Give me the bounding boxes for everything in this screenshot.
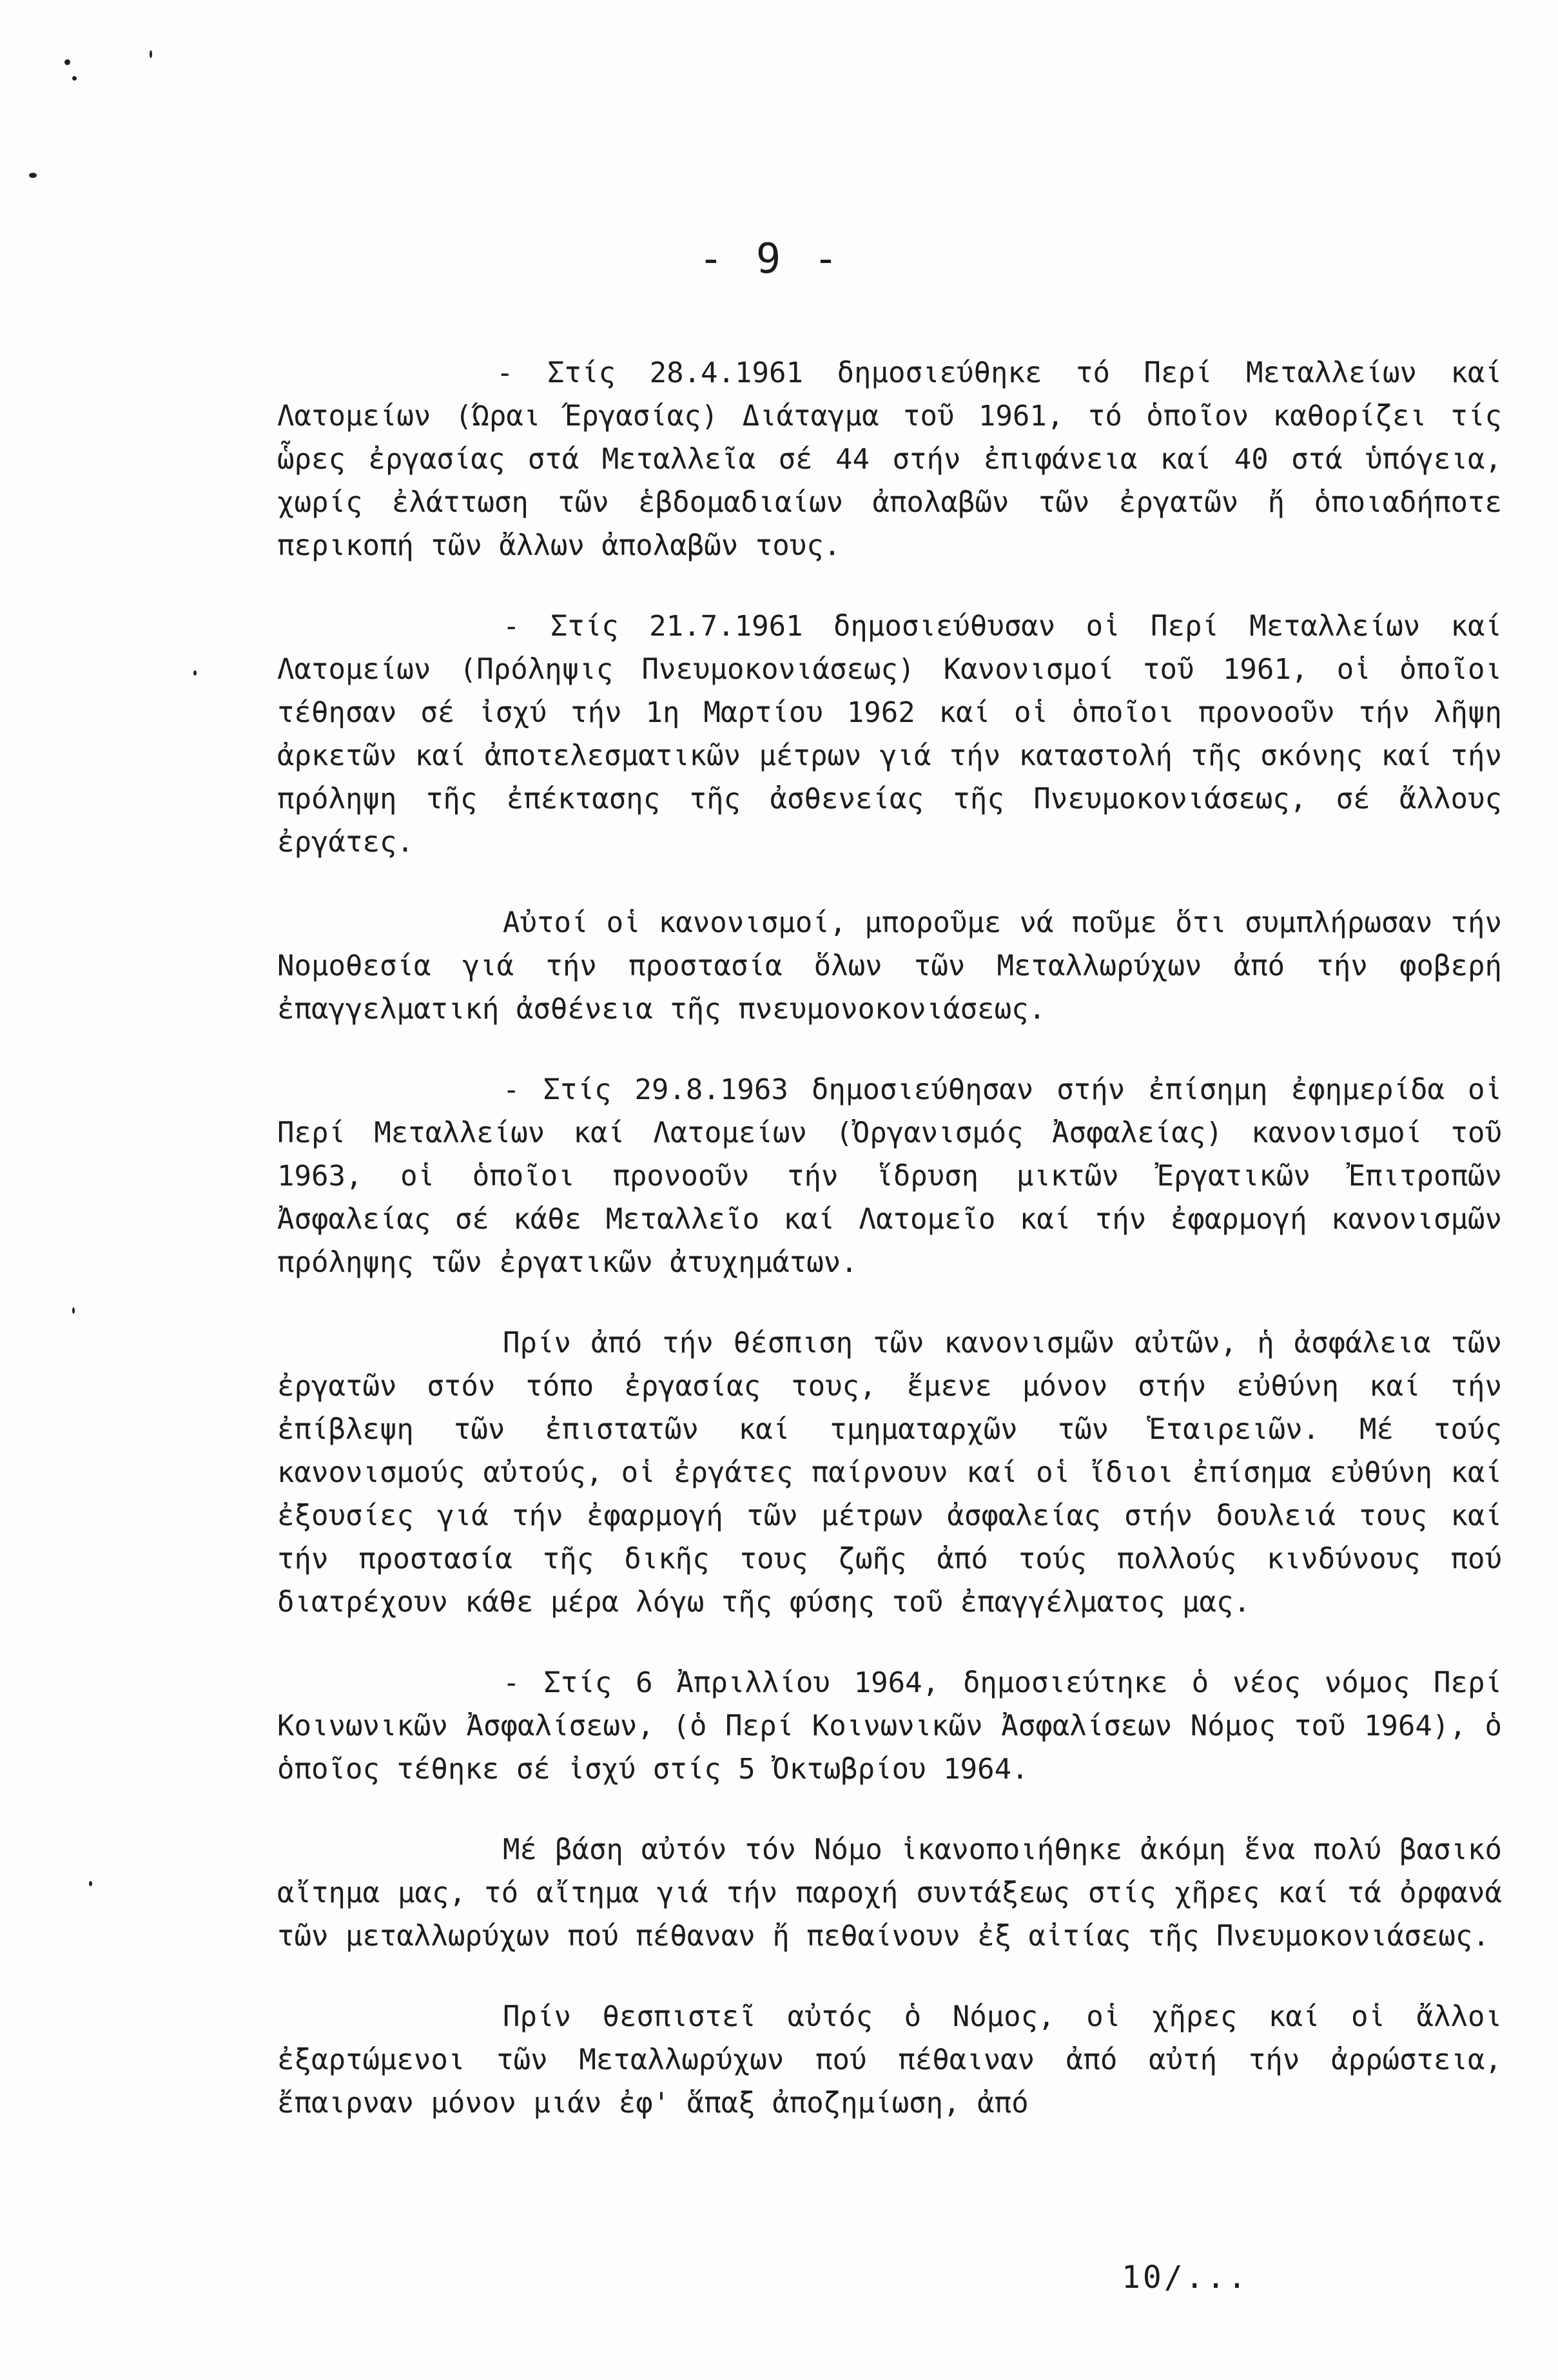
scan-speck xyxy=(72,76,77,81)
scan-speck xyxy=(72,1307,75,1314)
paragraph: Πρίν ἀπό τήν θέσπιση τῶν κανονισμῶν αὐτῶν, ἡ ἀσφάλεια τῶν ἐργατῶν στόν τόπο ἐργασίας τους, ἔμενε μόνον στήν εὐθύνη καί τήν ἐπίβλεψη τῶν ἐπιστατῶν καί τμηματαρχῶν τῶν Ἑταιρειῶν. Μέ τούς κανονισμούς αὐτούς, οἱ ἐργάτες παίρνουν καί οἱ ἴδιοι ἐπίσημα εὐθύνη καί ἐξουσίες γιά τήν ἐφαρμογή τῶν μέτρων ἀσφαλείας στήν δουλειά τους καί τήν προστασία τῆς δικῆς τους ζωῆς ἀπό τούς πολλούς κινδύνους πού διατρέχουν κάθε μέρα λόγω τῆς φύσης τοῦ ἐπαγγέλματος μας. xyxy=(277,1327,1502,1619)
scan-speck xyxy=(64,59,70,65)
paragraph: Αὐτοί οἱ κανονισμοί, μποροῦμε νά ποῦμε ὅτι συμπλήρωσαν τήν Νομοθεσία γιά τήν προστασία ὅλων τῶν Μεταλλωρύχων ἀπό τήν φοβερή ἐπαγγελματική ἀσθένεια τῆς πνευμονοκονιάσεως. xyxy=(277,906,1502,1026)
page-number: - 9 - xyxy=(698,235,842,283)
continuation-marker: 10/... xyxy=(1122,2259,1249,2296)
scan-speck xyxy=(150,50,152,58)
paragraph: - Στίς 6 Ἀπριλλίου 1964, δημοσιεύτηκε ὁ νέος νόμος Περί Κοινωνικῶν Ἀσφαλίσεων, (ὁ Περί Κοινωνικῶν Ἀσφαλίσεων Νόμος τοῦ 1964), ὁ ὁποῖος τέθηκε σέ ἰσχύ στίς 5 Ὀκτωβρίου 1964. xyxy=(277,1666,1502,1786)
scan-speck xyxy=(89,1881,92,1886)
paragraph: - Στίς 21.7.1961 δημοσιεύθυσαν οἱ Περί Μεταλλείων καί Λατομείων (Πρόληψις Πνευμοκονιάσεως) Κανονισμοί τοῦ 1961, οἱ ὁποῖοι τέθησαν σέ ἰσχύ τήν 1η Μαρτίου 1962 καί οἱ ὁποῖοι προνοοῦν τήν λῆψη ἀρκετῶν καί ἀποτελεσματικῶν μέτρων γιά τήν καταστολή τῆς σκόνης καί τήν πρόληψη τῆς ἐπέκτασης τῆς ἀσθενείας τῆς Πνευμοκονιάσεως, σέ ἄλλους ἐργάτες. xyxy=(277,610,1502,859)
paragraph: - Στίς 29.8.1963 δημοσιεύθησαν στήν ἐπίσημη ἐφημερίδα οἱ Περί Μεταλλείων καί Λατομείων (Ὀργανισμός Ἀσφαλείας) κανονισμοί τοῦ 1963, οἱ ὁποῖοι προνοοῦν τήν ἵδρυση μικτῶν Ἐργατικῶν Ἐπιτροπῶν Ἀσφαλείας σέ κάθε Μεταλλεῖο καί Λατομεῖο καί τήν ἐφαρμογή κανονισμῶν πρόληψης τῶν ἐργατικῶν ἀτυχημάτων. xyxy=(277,1073,1502,1279)
paragraph: Μέ βάση αὐτόν τόν Νόμο ἱκανοποιήθηκε ἀκόμη ἕνα πολύ βασικό αἴτημα μας, τό αἴτημα γιά τήν παροχή συντάξεως στίς χῆρες καί τά ὀρφανά τῶν μεταλλωρύχων πού πέθαναν ἤ πεθαίνουν ἐξ αἰτίας τῆς Πνευμοκονιάσεως. xyxy=(277,1833,1502,1953)
paragraph: - Στίς 28.4.1961 δημοσιεύθηκε τό Περί Μεταλλείων καί Λατομείων (Ώραι Έργασίας) Διάταγμα τοῦ 1961, τό ὁποῖον καθορίζει τίς ὧρες ἐργασίας στά Μεταλλεῖα σέ 44 στήν ἐπιφάνεια καί 40 στά ὑπόγεια, χωρίς ἐλάττωση τῶν ἑβδομαδιαίων ἀπολαβῶν τῶν ἐργατῶν ἤ ὁποιαδήποτε περικοπή τῶν ἄλλων ἀπολαβῶν τους. xyxy=(277,356,1502,562)
scan-speck xyxy=(193,670,197,676)
scan-speck xyxy=(29,173,37,178)
document-body xyxy=(277,351,1502,2162)
paragraph: Πρίν θεσπιστεῖ αὐτός ὁ Νόμος, οἱ χῆρες καί οἱ ἄλλοι ἐξαρτώμενοι τῶν Μεταλλωρύχων πού πέθαιναν ἀπό αὐτή τήν ἀρρώστεια, ἔπαιρναν μόνον μιάν ἐφ' ἅπαξ ἀποζημίωση, ἀπό xyxy=(277,2000,1502,2120)
